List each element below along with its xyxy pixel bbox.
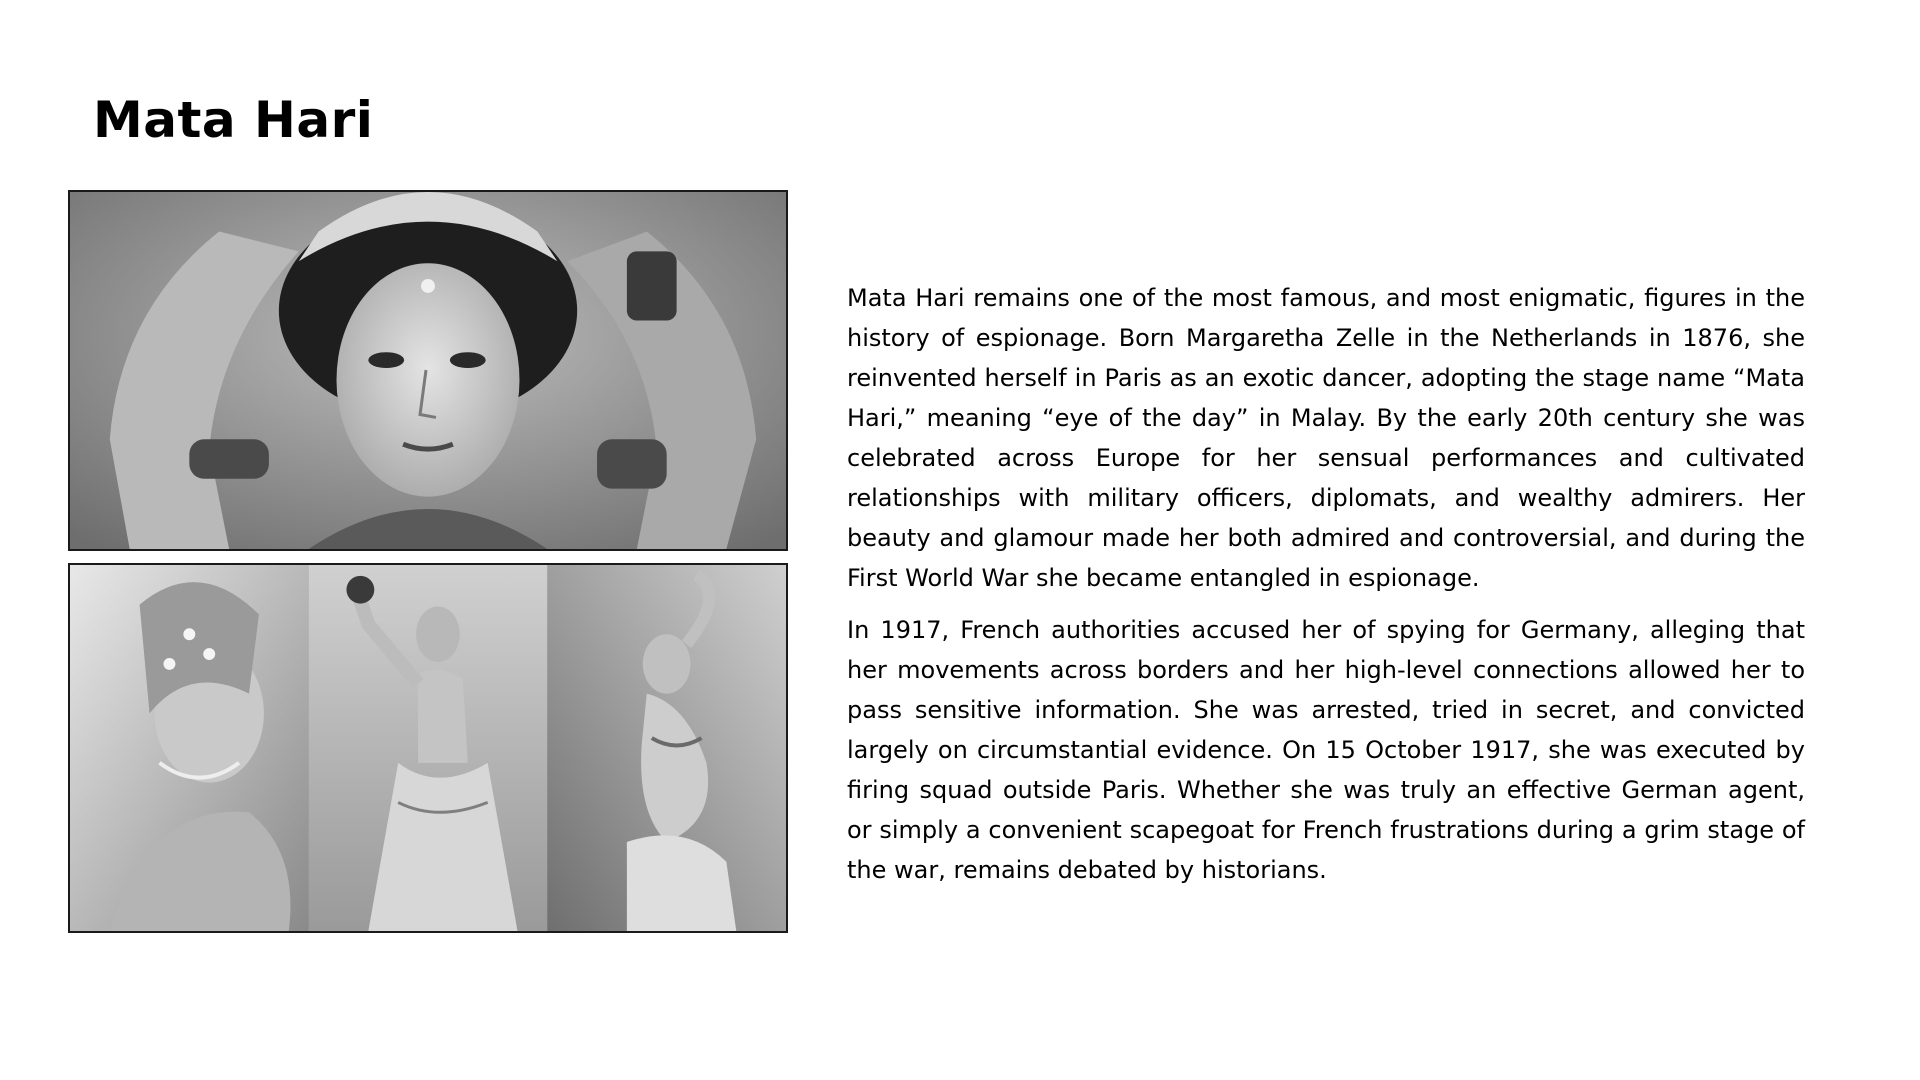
portrait-photo [68, 190, 788, 551]
body-text [847, 278, 1805, 902]
portrait-photo-image [70, 192, 786, 549]
paragraph-biography: Mata Hari remains one of the most famous, and most enigmatic, figures in the history of espionage. Born Margaretha Zelle in the Netherlands in 1876, she reinvented herself in Paris as an exotic dancer, adopting the stage name “Mata Hari,” meaning “eye of the day” in Malay. By the early 20th century she was celebrated across Europe for her sensual performances and cultivated relationships with military officers, diplomats, and wealthy admirers. Her beauty and glamour made her both admired and controversial, and during the First World War she became entangled in espionage. [847, 284, 1805, 592]
dance-pose-collage-image [70, 565, 786, 931]
dance-pose-collage [68, 563, 788, 933]
slide-title: Mata Hari [93, 91, 374, 149]
paragraph-arrest-execution: In 1917, French authorities accused her of spying for Germany, alleging that her movements across borders and her high-level connections allowed her to pass sensitive information. She was arrested, tried in secret, and convicted largely on circumstantial evidence. On 15 October 1917, she was executed by firing squad outside Paris. Whether she was truly an effective German agent, or simply a convenient scapegoat for French frustrations during a grim stage of the war, remains debated by historians. [847, 616, 1805, 884]
